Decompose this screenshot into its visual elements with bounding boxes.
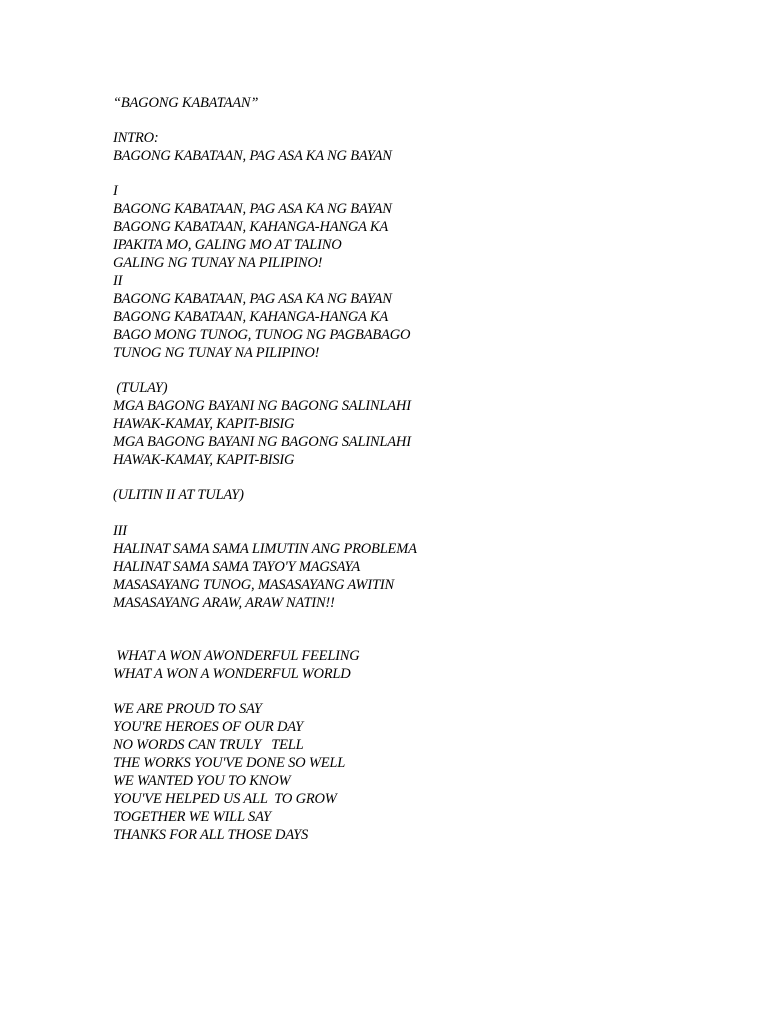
verse-3-line: HALINAT SAMA SAMA LIMUTIN ANG PROBLEMA bbox=[113, 541, 417, 557]
english-verse-line: YOU'VE HELPED US ALL TO GROW bbox=[113, 791, 337, 807]
english-refrain-line: WHAT A WON AWONDERFUL FEELING bbox=[113, 648, 360, 664]
verse-2-line: BAGONG KABATAAN, KAHANGA-HANGA KA bbox=[113, 309, 389, 325]
english-verse-line: WE ARE PROUD TO SAY bbox=[113, 701, 262, 717]
intro-label: INTRO: bbox=[113, 130, 159, 146]
verse-1-line: BAGONG KABATAAN, KAHANGA-HANGA KA bbox=[113, 219, 389, 235]
english-verse-line: YOU'RE HEROES OF OUR DAY bbox=[113, 719, 304, 735]
bridge-line: MGA BAGONG BAYANI NG BAGONG SALINLAHI bbox=[113, 434, 411, 450]
english-verse-line: TOGETHER WE WILL SAY bbox=[113, 809, 271, 825]
intro-line: BAGONG KABATAAN, PAG ASA KA NG BAYAN bbox=[113, 148, 392, 164]
english-refrain-line: WHAT A WON A WONDERFUL WORLD bbox=[113, 666, 351, 682]
english-verse-line: THANKS FOR ALL THOSE DAYS bbox=[113, 827, 309, 843]
verse-3-line: MASASAYANG TUNOG, MASASAYANG AWITIN bbox=[113, 577, 394, 593]
verse-3-line: MASASAYANG ARAW, ARAW NATIN!! bbox=[113, 595, 335, 611]
bridge-line: MGA BAGONG BAYANI NG BAGONG SALINLAHI bbox=[113, 398, 411, 414]
english-verse-line: THE WORKS YOU'VE DONE SO WELL bbox=[113, 755, 346, 771]
verse-1-line: IPAKITA MO, GALING MO AT TALINO bbox=[113, 237, 342, 253]
english-verse-line: NO WORDS CAN TRULY TELL bbox=[113, 737, 304, 753]
repeat-note: (ULITIN II AT TULAY) bbox=[113, 487, 244, 503]
english-verse-line: WE WANTED YOU TO KNOW bbox=[113, 773, 291, 789]
verse-2-line: TUNOG NG TUNAY NA PILIPINO! bbox=[113, 345, 320, 361]
verse-3-label: III bbox=[113, 523, 127, 539]
verse-1-line: BAGONG KABATAAN, PAG ASA KA NG BAYAN bbox=[113, 201, 392, 217]
bridge-line: HAWAK-KAMAY, KAPIT-BISIG bbox=[113, 452, 295, 468]
verse-2-line: BAGO MONG TUNOG, TUNOG NG PAGBABAGO bbox=[113, 327, 411, 343]
bridge-line: HAWAK-KAMAY, KAPIT-BISIG bbox=[113, 416, 295, 432]
verse-2-line: BAGONG KABATAAN, PAG ASA KA NG BAYAN bbox=[113, 291, 392, 307]
verse-1-line: GALING NG TUNAY NA PILIPINO! bbox=[113, 255, 323, 271]
song-title: “BAGONG KABATAAN” bbox=[113, 95, 259, 111]
verse-1-label: I bbox=[113, 183, 118, 199]
bridge-label: (TULAY) bbox=[113, 380, 168, 396]
verse-2-label: II bbox=[113, 273, 123, 289]
verse-3-line: HALINAT SAMA SAMA TAYO'Y MAGSAYA bbox=[113, 559, 361, 575]
